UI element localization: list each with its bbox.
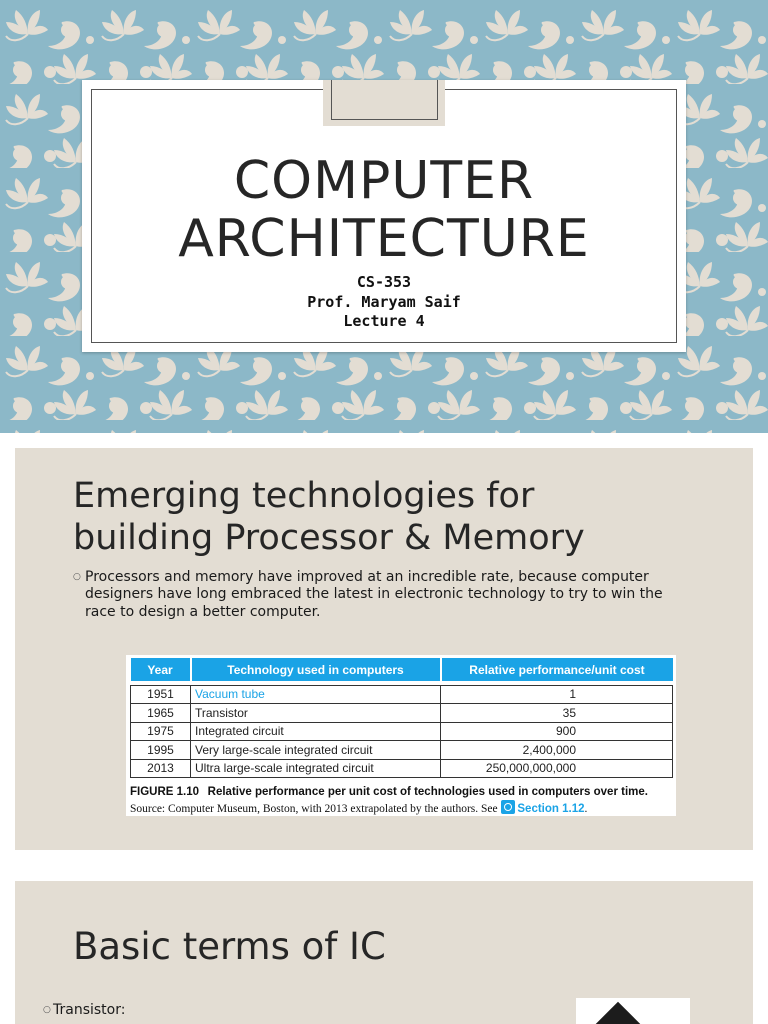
slide-title <box>82 152 686 268</box>
title-slide <box>0 0 768 433</box>
cell-technology: Ultra large-scale integrated circuit <box>191 759 441 778</box>
caption-end: . <box>584 803 588 815</box>
cell-year: 2013 <box>131 759 191 778</box>
table-row <box>131 685 673 704</box>
section-link[interactable]: Section 1.12 <box>517 803 585 815</box>
cell-technology: Very large-scale integrated circuit <box>191 741 441 760</box>
card-tab-inner <box>331 80 438 120</box>
course-code: CS-353 <box>356 273 412 291</box>
title-card <box>82 80 686 352</box>
table-row <box>131 741 673 760</box>
content-slide-emerging-technologies <box>15 448 753 850</box>
cell-year: 1951 <box>131 685 191 704</box>
heading-line-1: Emerging technologies for <box>73 476 535 516</box>
chip-icon <box>590 1002 647 1024</box>
cell-performance: 1 <box>441 685 673 704</box>
bullet-circle-icon: ○ <box>43 1005 51 1015</box>
slide-subtitle <box>82 273 686 332</box>
title-line-1: COMPUTER <box>233 151 535 211</box>
bullet-text: Processors and memory have improved at an incredible rate, because computer designers have long embraced the latest in electronic technology to try to win the race to design a better computer. <box>85 569 663 620</box>
content-slide-basic-terms <box>15 881 753 1024</box>
bullet-item <box>43 1002 443 1019</box>
table-row <box>131 759 673 778</box>
header-performance: Relative performance/unit cost <box>441 658 673 681</box>
title-line-2: ARCHITECTURE <box>178 209 590 269</box>
ic-chip-image <box>576 998 690 1024</box>
cell-performance: 900 <box>441 722 673 741</box>
instructor-name: Prof. Maryam Saif <box>307 292 461 311</box>
caption-source: Source: Computer Museum, Boston, with 2013 extrapolated by the authors. See <box>130 803 498 815</box>
cell-technology-link[interactable]: Vacuum tube <box>191 685 441 704</box>
table-row <box>131 704 673 723</box>
caption-label: FIGURE 1.10 <box>130 786 200 798</box>
header-year: Year <box>131 658 191 681</box>
cell-performance: 35 <box>441 704 673 723</box>
slide-heading <box>73 475 713 559</box>
web-globe-icon[interactable] <box>501 800 515 814</box>
cell-year: 1995 <box>131 741 191 760</box>
lecture-number: Lecture 4 <box>343 312 425 330</box>
cell-performance: 250,000,000,000 <box>441 759 673 778</box>
figure-caption <box>130 785 675 817</box>
bullet-text: Transistor: <box>53 1002 126 1018</box>
cell-year: 1965 <box>131 704 191 723</box>
header-technology: Technology used in computers <box>191 658 441 681</box>
figure-1-10 <box>126 655 676 816</box>
slide-heading: Basic terms of IC <box>73 925 386 968</box>
bullet-circle-icon: ○ <box>73 572 81 582</box>
heading-line-2: building Processor & Memory <box>73 518 585 558</box>
table-row <box>131 722 673 741</box>
bullet-item <box>73 569 693 621</box>
cell-year: 1975 <box>131 722 191 741</box>
caption-title: Relative performance per unit cost of technologies used in computers over time. <box>207 786 648 798</box>
table-header-row <box>131 658 673 681</box>
cell-performance: 2,400,000 <box>441 741 673 760</box>
cell-technology: Transistor <box>191 704 441 723</box>
performance-table <box>130 658 673 778</box>
cell-technology: Integrated circuit <box>191 722 441 741</box>
